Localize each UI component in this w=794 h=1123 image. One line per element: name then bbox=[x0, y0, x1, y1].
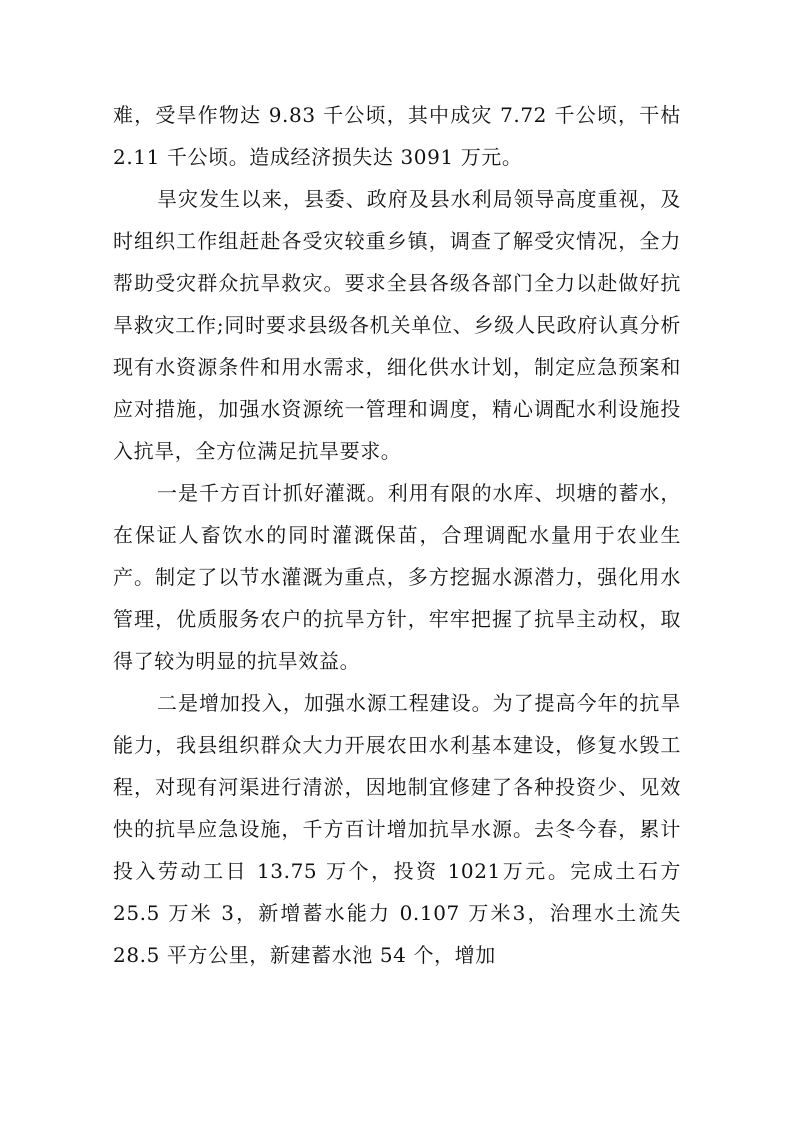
paragraph-irrigation-measures: 一是千方百计抓好灌溉。利用有限的水库、坝塘的蓄水，在保证人畜饮水的同时灌溉保苗，合理调配水量用于农业生产。制定了以节水灌溉为重点，多方挖掘水源潜力，强化用水管理，优质服务农户的抗旱方针，牢牢把握了抗旱主动权，取得了较为明显的抗旱效益。 bbox=[113, 481, 681, 673]
paragraph-government-response: 旱灾发生以来，县委、政府及县水利局领导高度重视，及时组织工作组赶赴各受灾较重乡镇，调查了解受灾情况，全力帮助受灾群众抗旱救灾。要求全县各级各部门全力以赴做好抗旱救灾工作;同时要求县级各机关单位、乡级人民政府认真分析现有水资源条件和用水需求，细化供水计划，制定应急预案和应对措施，加强水资源统一管理和调度，精心调配水利设施投入抗旱，全方位满足抗旱要求。 bbox=[113, 187, 681, 463]
document-page bbox=[113, 94, 681, 976]
paragraph-water-source-investment: 二是增加投入，加强水源工程建设。为了提高今年的抗旱能力，我县组织群众大力开展农田水利基本建设，修复水毁工程，对现有河渠进行清淤，因地制宜修建了各种投资少、见效快的抗旱应急设施，千方百计增加抗旱水源。去冬今春，累计投入劳动工日 13.75 万个，投资 1021万元。完成土石方 25.5 万米 3，新增蓄水能力 0.107 万米3，治理水土流失 28.5 平方公里，新建蓄水池 54 个，增加 bbox=[113, 691, 681, 967]
paragraph-drought-losses: 难，受旱作物达 9.83 千公顷，其中成灾 7.72 千公顷，干枯 2.11 千公顷。造成经济损失达 3091 万元。 bbox=[113, 103, 681, 169]
